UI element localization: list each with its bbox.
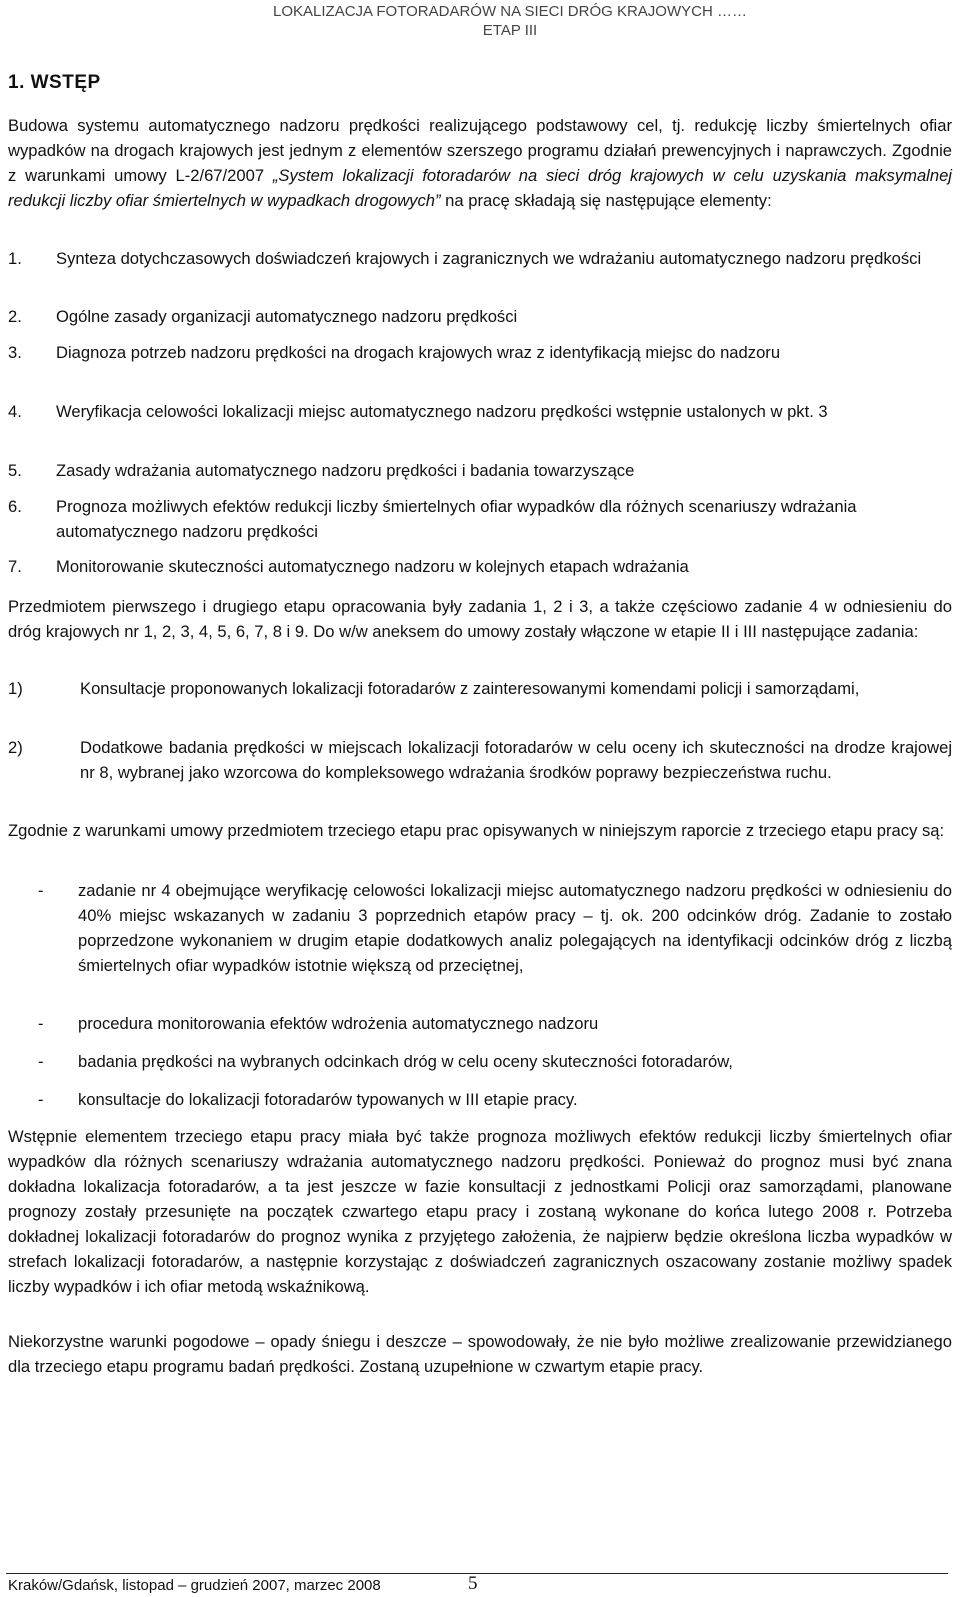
stage3-item bbox=[8, 1049, 952, 1074]
dash-bullet: - bbox=[38, 1052, 44, 1071]
forecast-paragraph: Wstępnie elementem trzeciego etapu pracy miała być także prognoza możliwych efektów redukcji liczby śmiertelnych ofiar wypadków dla różnych scenariuszy wdrażania automatycznego nadzoru prędkości. Ponieważ do prognoz musi być znana dokładna lokalizacja fotoradarów, a ta jest jeszcze w fazie konsultacji z jednostkami Policji oraz samorządami, planowane prognozy zostały przesunięte na początek czwartego etapu pracy i zostaną wykonane do końca lutego 2008 r. Potrzeba dokładnej lokalizacji fotoradarów do prognoz wynika z przyjętego założenia, że najpierw będzie określona liczba wypadków w strefach lokalizacji fotoradarów, a następnie korzystając z doświadczeń zagranicznych oszacowany zostanie możliwy spadek liczby wypadków i ich ofiar metodą wskaźnikową. bbox=[8, 1127, 952, 1296]
section-title: 1. WSTĘP bbox=[8, 72, 101, 93]
stage3-item bbox=[8, 1011, 952, 1036]
page-number: 5 bbox=[468, 1573, 478, 1594]
stage3-text: procedura monitorowania efektów wdrożenia automatycznego nadzoru bbox=[78, 1014, 599, 1033]
task-number: 1) bbox=[8, 679, 23, 698]
list-item bbox=[8, 554, 952, 579]
list-number: 7. bbox=[8, 557, 22, 576]
task-text: Dodatkowe badania prędkości w miejscach lokalizacji fotoradarów w celu oceny ich skuteczności na drodze krajowej nr 8, wybranej jako wzorcowa do kompleksowego wdrażania środków poprawy bezpieczeństwa ruchu. bbox=[80, 738, 952, 782]
list-text: Zasady wdrażania automatycznego nadzoru prędkości i badania towarzyszące bbox=[56, 461, 635, 480]
weather-paragraph: Niekorzystne warunki pogodowe – opady śniegu i deszcze – spowodowały, że nie było możliwe zrealizowanie przewidzianego dla trzeciego etapu programu badań prędkości. Zostaną uzupełnione w czwartym etapie pracy. bbox=[8, 1332, 952, 1376]
list-text: Synteza dotychczasowych doświadczeń krajowych i zagranicznych we wdrażaniu automatycznego nadzoru prędkości bbox=[56, 249, 922, 268]
list-number: 4. bbox=[8, 402, 22, 421]
list-text: Monitorowanie skuteczności automatycznego nadzoru w kolejnych etapach wdrażania bbox=[56, 557, 689, 576]
dash-bullet: - bbox=[38, 881, 44, 900]
intro-text-1: Budowa systemu automatycznego nadzoru prędkości realizującego podstawowy cel, tj. redukcję liczby śmiertelnych ofiar wypadków na drogach krajowych jest jednym z elementów szerszego programu działań prewencyjnych i naprawczych. Zgodnie z warunkami umowy L-2/67/2007 bbox=[8, 116, 952, 185]
list-item bbox=[8, 340, 952, 365]
stage3-item bbox=[8, 878, 952, 978]
list-number: 1. bbox=[8, 249, 22, 268]
header-stage: ETAP III bbox=[482, 22, 538, 39]
footer-text: Kraków/Gdańsk, listopad – grudzień 2007, marzec 2008 bbox=[8, 1577, 381, 1594]
list-item bbox=[8, 246, 952, 271]
running-header bbox=[200, 2, 820, 40]
intro-text-2: na pracę składają się następujące elementy: bbox=[440, 191, 772, 210]
dash-bullet: - bbox=[38, 1014, 44, 1033]
header-title: LOKALIZACJA FOTORADARÓW NA SIECI DRÓG KRAJOWYCH …… bbox=[273, 3, 747, 20]
task-item bbox=[8, 735, 952, 785]
list-text: Ogólne zasady organizacji automatycznego nadzoru prędkości bbox=[56, 307, 518, 326]
list-number: 6. bbox=[8, 497, 22, 516]
list-item bbox=[8, 304, 952, 329]
stage3-item bbox=[8, 1087, 952, 1112]
stages-paragraph: Przedmiotem pierwszego i drugiego etapu opracowania były zadania 1, 2 i 3, a także częściowo zadanie 4 w odniesieniu do dróg krajowych nr 1, 2, 3, 4, 5, 6, 7, 8 i 9. Do w/w aneksem do umowy zostały włączone w etapie II i III następujące zadania: bbox=[8, 597, 952, 641]
task-text: Konsultacje proponowanych lokalizacji fotoradarów z zainteresowanymi komendami policji i samorządami, bbox=[80, 679, 860, 698]
list-number: 2. bbox=[8, 307, 22, 326]
task-item bbox=[8, 676, 952, 701]
list-item bbox=[8, 494, 952, 544]
list-text: Diagnoza potrzeb nadzoru prędkości na drogach krajowych wraz z identyfikacją miejsc do nadzoru bbox=[56, 343, 781, 362]
stage3-text: konsultacje do lokalizacji fotoradarów typowanych w III etapie pracy. bbox=[78, 1090, 578, 1109]
dash-bullet: - bbox=[38, 1090, 44, 1109]
contract-title: „System lokalizacji fotoradarów na sieci dróg krajowych w celu uzyskania maksymalnej redukcji liczby ofiar śmiertelnych w wypadkach drogowych” bbox=[8, 166, 952, 210]
task-number: 2) bbox=[8, 738, 23, 757]
list-item bbox=[8, 458, 952, 483]
intro-paragraph bbox=[8, 113, 952, 213]
list-number: 3. bbox=[8, 343, 22, 362]
list-text: Weryfikacja celowości lokalizacji miejsc automatycznego nadzoru prędkości wstępnie ustalonych w pkt. 3 bbox=[56, 402, 828, 421]
stage3-text: badania prędkości na wybranych odcinkach dróg w celu oceny skuteczności fotoradarów, bbox=[78, 1052, 733, 1071]
list-item bbox=[8, 399, 952, 424]
subject-paragraph: Zgodnie z warunkami umowy przedmiotem trzeciego etapu prac opisywanych w niniejszym raporcie z trzeciego etapu pracy są: bbox=[8, 821, 945, 840]
list-number: 5. bbox=[8, 461, 22, 480]
stage3-text: zadanie nr 4 obejmujące weryfikację celowości lokalizacji miejsc automatycznego nadzoru prędkości w odniesieniu do 40% miejsc wskazanych w zadaniu 3 poprzednich etapów pracy – tj. ok. 200 odcinków dróg. Zadanie to zostało poprzedzone wykonaniem w drugim etapie dodatkowych analiz polegających na identyfikacji odcinków dróg z liczbą śmiertelnych ofiar wypadków istotnie większą od przeciętnej, bbox=[78, 881, 952, 975]
list-text: Prognoza możliwych efektów redukcji liczby śmiertelnych ofiar wypadków dla różnych scenariuszy wdrażania automatycznego nadzoru prędkości bbox=[56, 497, 857, 541]
